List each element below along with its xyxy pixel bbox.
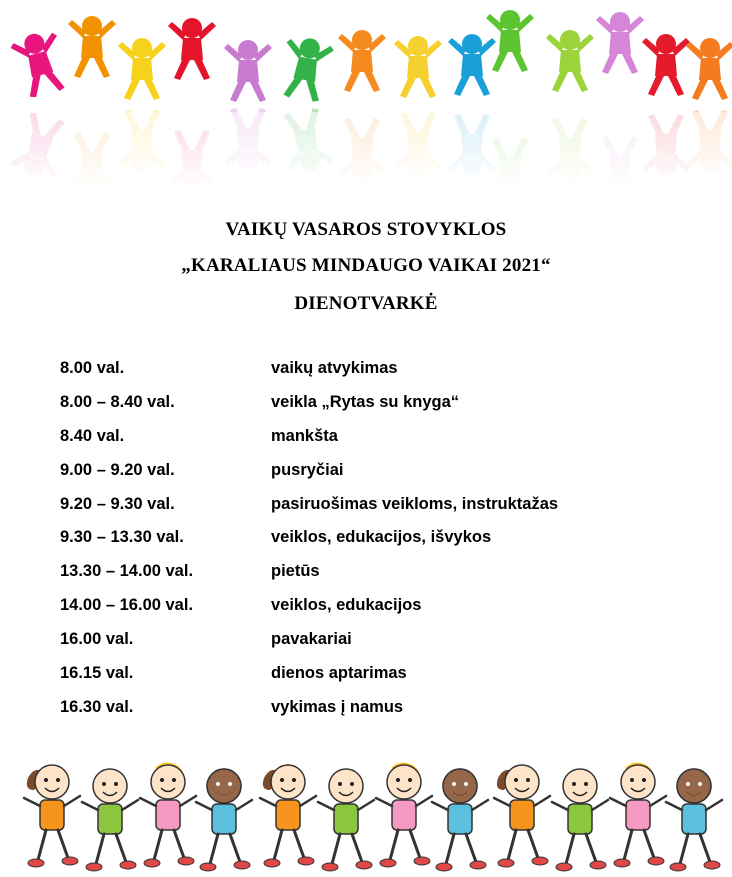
schedule-time: 8.00 val. — [60, 359, 125, 377]
daily-schedule — [60, 359, 680, 732]
schedule-activity: pietūs — [271, 562, 320, 581]
cartoon-kids-group-icon — [494, 762, 722, 871]
child-silhouette-icon — [9, 28, 71, 100]
child-silhouette-icon — [448, 34, 496, 96]
schedule-time: 14.00 – 16.00 val. — [60, 596, 194, 615]
schedule-row — [60, 630, 680, 664]
schedule-row — [60, 698, 680, 732]
schedule-row — [60, 528, 680, 562]
schedule-time: 16.15 val. — [60, 664, 134, 683]
schedule-time: 9.20 – 9.30 val. — [60, 494, 175, 513]
child-silhouette-icon — [118, 38, 166, 100]
schedule-row — [60, 393, 680, 427]
schedule-row — [60, 461, 680, 495]
cartoon-children-banner — [0, 760, 732, 877]
schedule-row — [60, 427, 680, 461]
schedule-activity: dienos aptarimas — [271, 664, 407, 683]
title-line-3: DIENOTVARKĖ — [294, 293, 438, 314]
schedule-activity: veiklos, edukacijos, išvykos — [271, 528, 492, 547]
child-silhouette-icon — [596, 12, 644, 74]
child-silhouette-icon — [546, 30, 594, 92]
schedule-time: 16.00 val. — [60, 630, 134, 649]
schedule-time: 8.00 – 8.40 val. — [60, 392, 175, 411]
child-silhouette-icon — [338, 30, 386, 92]
schedule-activity: vykimas į namus — [271, 697, 404, 716]
title-line-2: „KARALIAUS MINDAUGO VAIKAI 2021“ — [181, 255, 551, 276]
jumping-children-banner — [0, 0, 732, 190]
schedule-time: 16.30 val. — [60, 697, 134, 716]
child-silhouette-icon — [642, 34, 690, 96]
schedule-time: 9.30 – 13.30 val. — [60, 528, 184, 547]
schedule-activity: veikla „Rytas su knyga“ — [271, 392, 460, 411]
cartoon-kids-group-icon — [24, 762, 252, 871]
schedule-activity: vaikų atvykimas — [271, 359, 398, 377]
schedule-activity: pavakariai — [271, 630, 352, 649]
schedule-activity: pasiruošimas veikloms, instruktažas — [271, 494, 559, 513]
child-silhouette-icon — [686, 38, 732, 100]
schedule-activity: pusryčiai — [271, 460, 344, 479]
schedule-row — [60, 495, 680, 529]
schedule-time: 9.00 – 9.20 val. — [60, 460, 175, 479]
schedule-time: 8.40 val. — [60, 426, 125, 445]
schedule-row — [60, 562, 680, 596]
child-silhouette-icon — [277, 34, 335, 103]
schedule-time: 13.30 – 14.00 val. — [60, 562, 194, 581]
schedule-activity: mankšta — [271, 426, 338, 445]
schedule-row — [60, 664, 680, 698]
schedule-activity: veiklos, edukacijos — [271, 596, 422, 615]
child-silhouette-icon — [168, 18, 216, 80]
child-silhouette-icon — [394, 36, 442, 98]
schedule-row — [60, 359, 680, 393]
child-silhouette-icon — [68, 16, 116, 78]
child-silhouette-icon — [224, 40, 272, 102]
schedule-row — [60, 596, 680, 630]
cartoon-kids-group-icon — [260, 762, 488, 871]
title-line-1: VAIKŲ VASAROS STOVYKLOS — [225, 219, 507, 240]
